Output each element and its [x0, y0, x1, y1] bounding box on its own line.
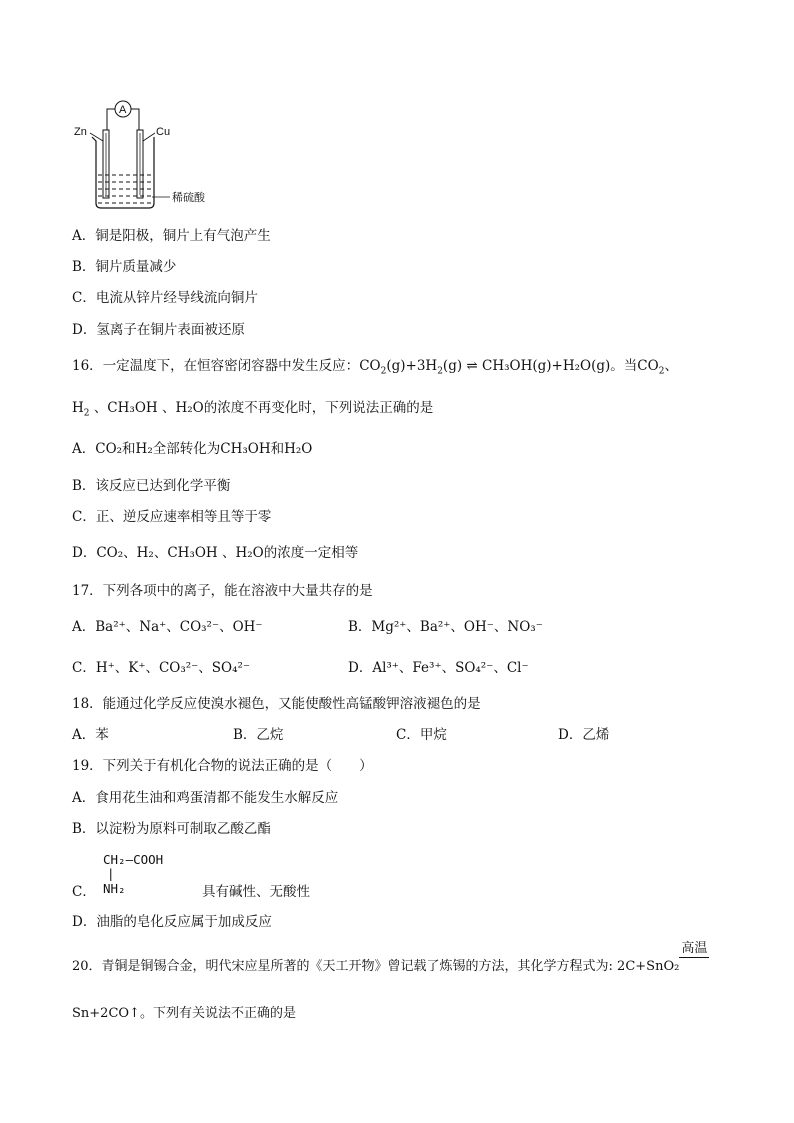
q15-option-a: A．铜是阳极，铜片上有气泡产生: [72, 228, 271, 244]
q19-stem: 19．下列关于有机化合物的说法正确的是（ ）: [72, 758, 373, 774]
q20-stem-line2: Sn+2CO↑。下列有关说法不正确的是: [72, 1006, 296, 1021]
q16-option-d: D．CO₂、H₂、CH₃OH 、H₂O的浓度一定相等: [72, 545, 359, 561]
q19-option-a: A．食用花生油和鸡蛋清都不能发生水解反应: [72, 790, 339, 806]
q17-option-d: D．Al³⁺、Fe³⁺、SO₄²⁻、Cl⁻: [348, 660, 529, 676]
reaction-condition: 高温: [681, 941, 708, 956]
q16-stem-line2: $H_2$ 、CH₃OH 、H₂O的浓度不再变化时，下列说法正确的是: [72, 400, 434, 419]
q17-option-c: C．H⁺、K⁺、CO₃²⁻、SO₄²⁻: [72, 660, 251, 676]
q16-stem: 16．一定温度下，在恒容密闭容器中发生反应：$CO_2(g)+3H_2(g)$ ⇌ CH₃OH(g)+H₂O(g)。当$CO_2$、: [72, 358, 678, 377]
q16-eq-rhs: CH₃OH(g)+H₂O(g): [482, 358, 611, 374]
q16-number: 16．: [72, 358, 103, 374]
ammeter-label: A: [119, 104, 127, 116]
q16-stem-part1: 一定温度下，在恒容密闭容器中发生反应：: [102, 358, 360, 374]
q20-stem-line1: [72, 941, 709, 976]
beaker: [92, 137, 154, 208]
q19-option-c-text: 具有碱性、无酸性: [202, 884, 310, 900]
zn-label: Zn: [74, 126, 87, 138]
q17-option-a: A．Ba²⁺、Na⁺、CO₃²⁻、OH⁻: [72, 619, 263, 635]
structural-formula-bottom: NH₂: [103, 881, 126, 896]
q17-option-b: B．Mg²⁺、Ba²⁺、OH⁻、NO₃⁻: [348, 619, 543, 635]
q16-option-b: B．该反应已达到化学平衡: [72, 478, 231, 494]
q16-line2-h: H: [72, 400, 84, 416]
q18-stem: 18．能通过化学反应使溴水褪色，又能使酸性高锰酸钾溶液褪色的是: [72, 696, 481, 712]
solution-label: 稀硫酸: [172, 192, 205, 204]
structural-formula-bond: |: [107, 866, 115, 881]
q18-option-a: A．苯: [72, 727, 109, 743]
q17-stem: 17．下列各项中的离子，能在溶液中大量共存的是: [72, 583, 373, 599]
galvanic-cell-figure: [70, 95, 250, 220]
q18-option-c: C．甲烷: [396, 727, 447, 743]
q16-option-a: A．CO₂和H₂全部转化为CH₃OH和H₂O: [72, 441, 313, 457]
wire: [107, 109, 115, 130]
cu-label: Cu: [156, 126, 171, 138]
structural-formula-top: CH₂—COOH: [103, 852, 164, 867]
equilibrium-arrow-icon: ⇌: [466, 358, 478, 374]
q15-option-d: D．氢离子在铜片表面被还原: [72, 322, 245, 338]
q16-eq-part: (g)+3H: [386, 358, 438, 374]
q15-option-c: C．电流从锌片经导线流向铜片: [72, 290, 258, 306]
q16-eq-part: (g): [442, 358, 463, 374]
q20-stem-text: 20．青铜是铜锡合金，明代宋应星所著的《天工开物》曾记载了炼锡的方法，其化学方程式为: 2C+SnO₂: [72, 959, 680, 974]
q16-option-c: C．正、逆反应速率相等且等于零: [72, 509, 272, 525]
q16-stem-part2: 。当CO: [610, 358, 659, 374]
q19-option-d: D．油脂的皂化反应属于加成反应: [72, 914, 272, 930]
q16-line2-rest: 、CH₃OH 、H₂O的浓度不再变化时，下列说法正确的是: [93, 400, 434, 416]
q18-option-b: B．乙烷: [233, 727, 284, 743]
q19-option-b: B．以淀粉为原料可制取乙酸乙酯: [72, 821, 271, 837]
wire: [131, 109, 139, 130]
q16-eq-co2: CO: [359, 358, 381, 374]
q19-option-c-label: C．: [72, 884, 96, 900]
q16-stem-part3: 、: [664, 358, 678, 374]
q15-option-b: B．铜片质量减少: [72, 259, 177, 275]
q18-option-d: D．乙烯: [558, 727, 610, 743]
